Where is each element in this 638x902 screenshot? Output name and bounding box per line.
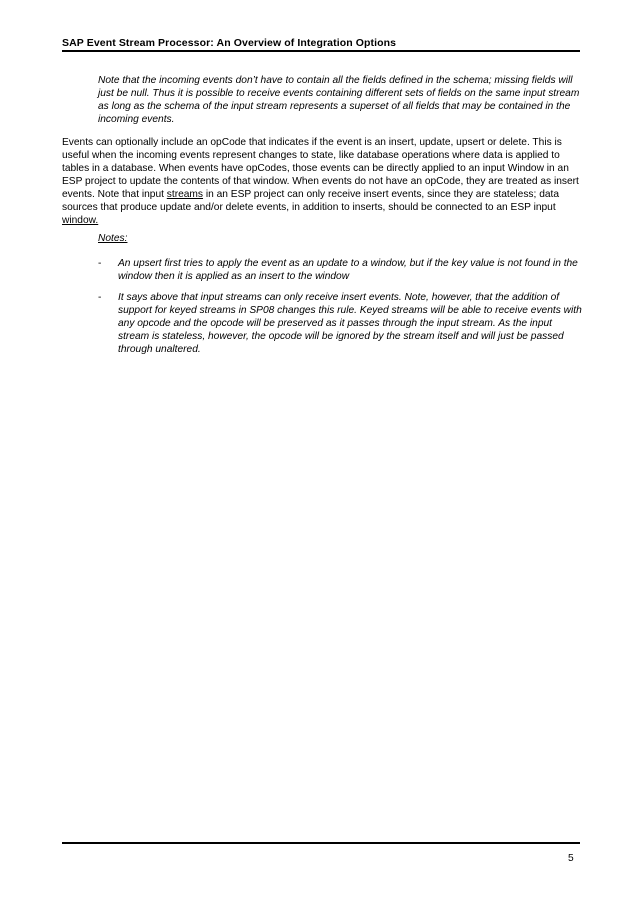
- opcode-paragraph: [62, 136, 582, 227]
- page-header-title: SAP Event Stream Processor: An Overview of Integration Options: [62, 37, 397, 49]
- note-item: [98, 257, 582, 283]
- note-item-text: An upsert first tries to apply the event as an update to a window, but if the key value is not found in the window then it is applied as an insert to the window: [118, 258, 578, 282]
- note-item: [98, 291, 582, 356]
- streams-link[interactable]: streams: [166, 189, 204, 200]
- note-item-text: It says above that input streams can only receive insert events. Note, however, that the addition of support for keyed streams in SP08 changes this rule. Keyed streams will be able to receive events with any opcode and the opcode will be preserved as it passes through the input stream. As the input stream is stateless, however, the opcode will be ignored by the stream itself and will just be passed through unaltered.: [118, 292, 582, 355]
- footer-divider: [62, 842, 580, 844]
- window-link[interactable]: window.: [62, 215, 99, 226]
- bullet-dash: -: [98, 292, 102, 303]
- page-number: 5: [568, 853, 574, 864]
- opcode-paragraph-text-1: Events can optionally include an opCode that indicates if the event is an insert, update, upsert or delete. This is useful when the incoming events represent changes to state, like database operations where data is applied to tables in a database. When events have opCodes, those events can be directly applied to an input Window in an ESP project to update the contents of that window. When events do not have an opCode, they are treated as insert events. Note that input: [62, 137, 579, 200]
- schema-note-paragraph: Note that the incoming events don’t have to contain all the fields defined in the schema; missing fields will just be null. Thus it is possible to receive events containing different sets of fields on the same input stream as long as the schema of the input stream represents a superset of all fields that may be contained in the incoming events.: [98, 75, 580, 125]
- opcode-paragraph-text-2: in an ESP project can only receive insert events, since they are stateless; data sources that produce update and/or delete events, in addition to inserts, should be connected to an ESP input: [62, 189, 560, 213]
- bullet-dash: -: [98, 258, 102, 269]
- notes-heading: Notes:: [98, 233, 128, 244]
- header-divider: [62, 50, 580, 52]
